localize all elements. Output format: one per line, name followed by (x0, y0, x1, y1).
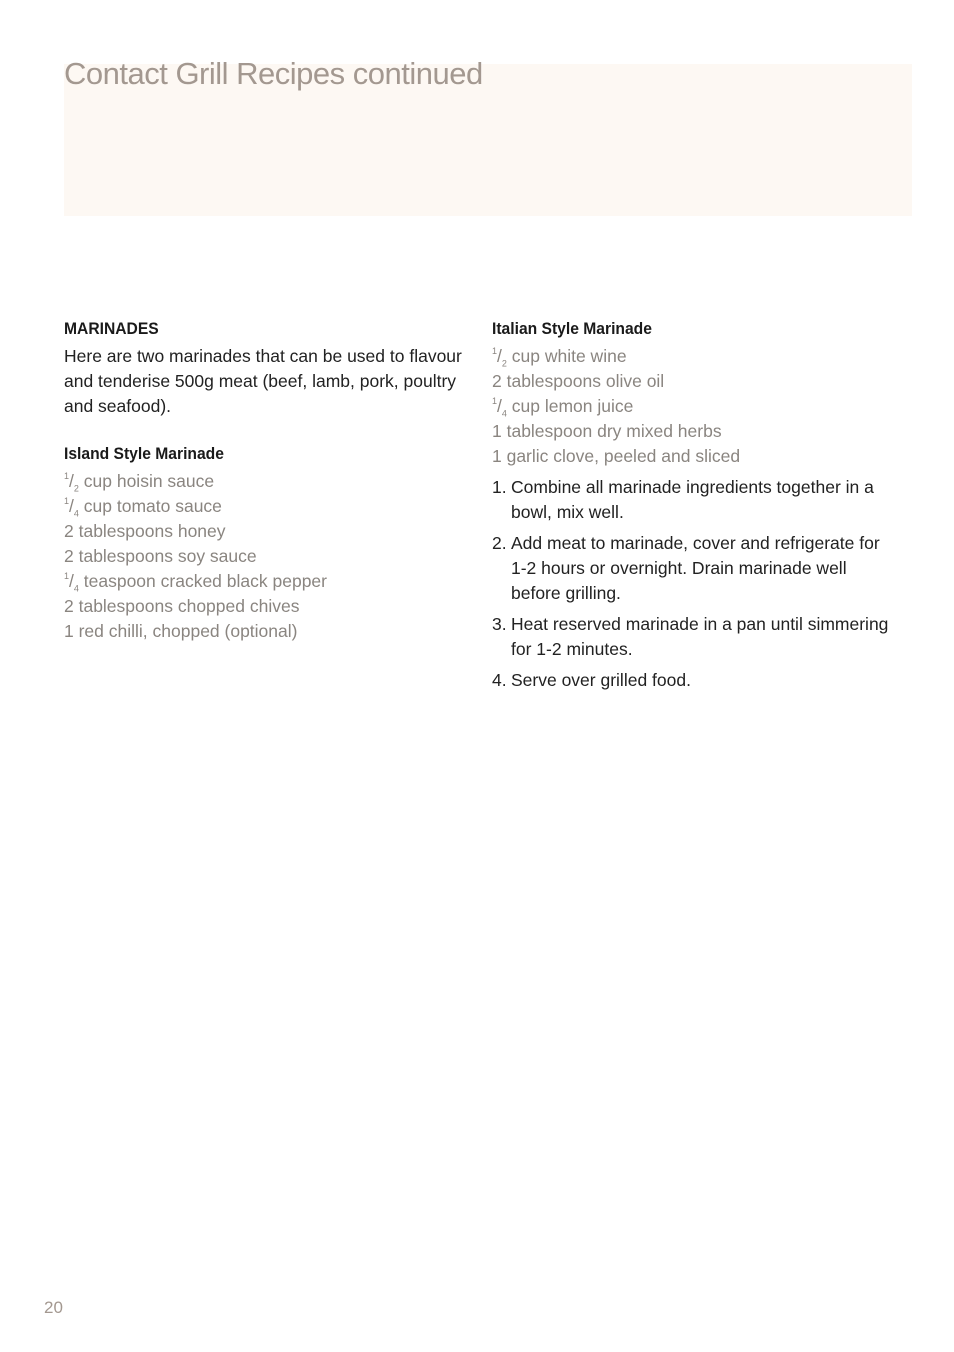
ingredient-item: 2 tablespoons olive oil (492, 371, 665, 391)
step-item: 1. Combine all marinade ingredients together in a bowl, mix well. (492, 477, 874, 522)
island-ingredient-list (64, 469, 464, 644)
ingredient-item: 1 red chilli, chopped (optional) (64, 621, 298, 641)
page-number: 20 (44, 1298, 63, 1317)
left-column (64, 316, 464, 644)
ingredient-item: $^1/_4$ cup tomato sauce (64, 496, 222, 519)
ingredient-item: 2 tablespoons soy sauce (64, 546, 257, 566)
fraction: $^1/_2$ (492, 346, 507, 369)
fraction: $^1/_4$ (64, 571, 79, 594)
fraction: $^1/_4$ (492, 396, 507, 419)
fraction: $^1/_2$ (64, 471, 79, 494)
fraction: $^1/_4$ (64, 496, 79, 519)
ingredient-item: $^1/_4$ teaspoon cracked black pepper (64, 571, 327, 594)
right-column (492, 316, 892, 699)
island-marinade-title: Island Style Marinade (64, 444, 224, 463)
marinades-intro: Here are two marinades that can be used to flavour and tenderise 500g meat (beef, lamb, pork, poultry and seafood). (64, 346, 462, 416)
ingredient-item: 1 garlic clove, peeled and sliced (492, 446, 741, 466)
italian-ingredient-list (492, 344, 892, 469)
step-item: 2. Add meat to marinade, cover and refrigerate for 1-2 hours or overnight. Drain marinade well before grilling. (492, 533, 880, 603)
ingredient-item: 2 tablespoons chopped chives (64, 596, 300, 616)
italian-marinade-title: Italian Style Marinade (492, 319, 652, 338)
ingredient-item: 1 tablespoon dry mixed herbs (492, 421, 722, 441)
step-item: 3. Heat reserved marinade in a pan until simmering for 1-2 minutes. (492, 614, 889, 659)
marinades-heading: MARINADES (64, 319, 159, 338)
ingredient-item: 2 tablespoons honey (64, 521, 226, 541)
ingredient-item: $^1/_2$ cup hoisin sauce (64, 471, 215, 494)
page-title: Contact Grill Recipes continued (64, 56, 483, 91)
method-steps (492, 475, 892, 693)
ingredient-item: $^1/_2$ cup white wine (492, 346, 627, 369)
ingredient-item: $^1/_4$ cup lemon juice (492, 396, 634, 419)
step-item: 4. Serve over grilled food. (492, 670, 691, 690)
